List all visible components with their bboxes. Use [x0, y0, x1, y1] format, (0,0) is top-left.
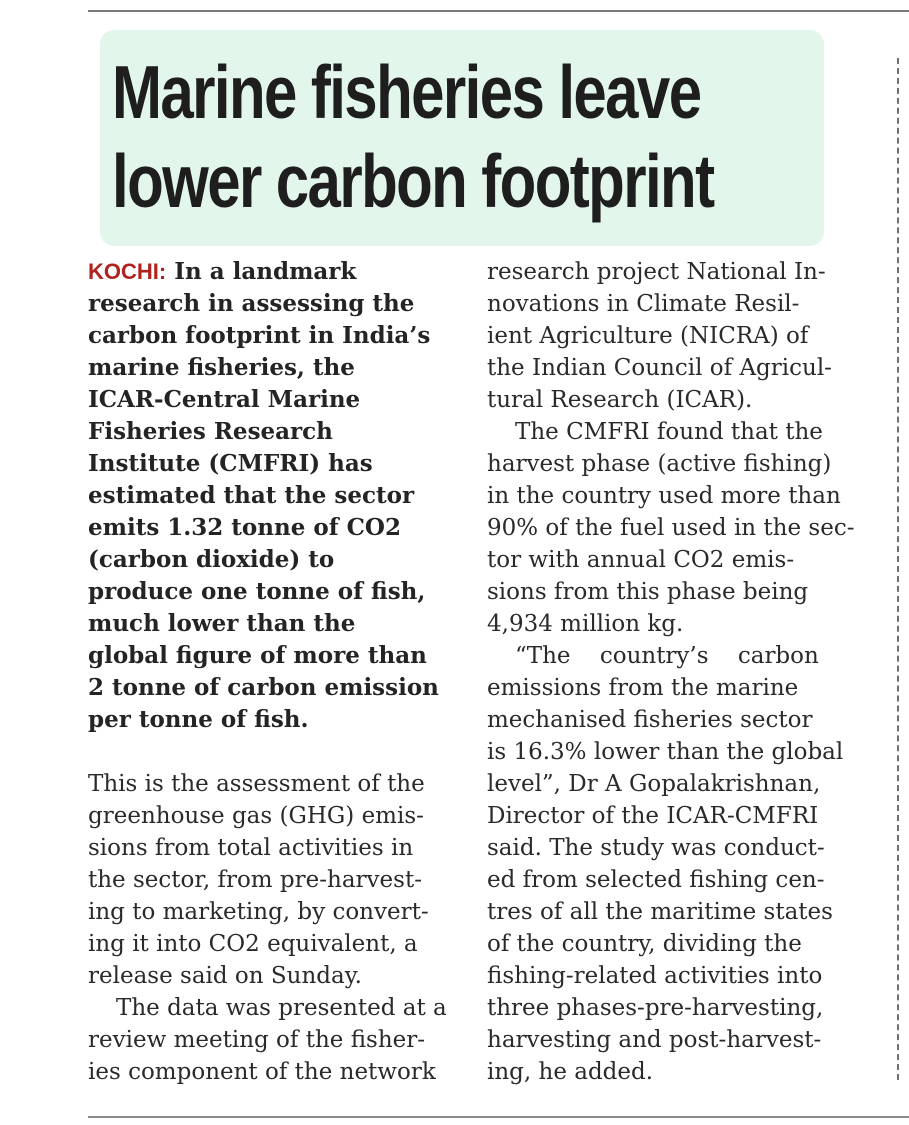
body-line: The data was presented at a	[116, 995, 447, 1021]
body-line: tres of all the maritime states	[487, 899, 833, 925]
body-line: level”, Dr A Gopalakrishnan,	[487, 771, 821, 797]
body-line: tural Research (ICAR).	[487, 387, 753, 413]
body-line: review meeting of the fisher-	[88, 1027, 426, 1053]
lead-line: produce one tonne of fish,	[88, 578, 426, 605]
body-line: the Indian Council of Agricul-	[487, 355, 832, 381]
body-line: 90% of the fuel used in the sec-	[487, 515, 855, 541]
dateline: KOCHI:	[88, 259, 167, 284]
body-line: research project National In-	[487, 259, 826, 285]
left-column	[88, 256, 448, 1088]
body-line: three phases-pre-harvesting,	[487, 995, 824, 1021]
body-line: fishing-related activities into	[487, 963, 823, 989]
headline-line-2: lower carbon footprint	[112, 139, 714, 223]
lead-line: KOCHI: In a landmark	[88, 258, 357, 285]
body-line: “The country’s carbon	[515, 643, 819, 669]
body-line: sions from total activities in	[88, 835, 414, 861]
body-line: ing it into CO2 equivalent, a	[88, 931, 418, 957]
body-line: tor with annual CO2 emis-	[487, 547, 795, 573]
body-line: emissions from the marine	[487, 675, 799, 701]
body-line: mechanised fisheries sector	[487, 707, 813, 733]
body-line: harvesting and post-harvest-	[487, 1027, 822, 1053]
lead-paragraph	[88, 256, 448, 736]
body-line: The CMFRI found that the	[515, 419, 823, 445]
lead-line: emits 1.32 tonne of CO2	[88, 514, 401, 541]
body-line: ies component of the network	[88, 1059, 436, 1085]
bottom-rule	[88, 1116, 909, 1118]
body-paragraph-3	[487, 256, 847, 416]
body-paragraph-5	[487, 640, 847, 1088]
lead-line: Institute (CMFRI) has	[88, 450, 373, 477]
body-line: This is the assessment of the	[88, 771, 425, 797]
right-column	[487, 256, 855, 1088]
body-line: Director of the ICAR-CMFRI	[487, 803, 819, 829]
body-line: ing to marketing, by convert-	[88, 899, 429, 925]
lead-line: (carbon dioxide) to	[88, 546, 335, 573]
lead-line: ICAR-Central Marine	[88, 386, 361, 413]
lead-line: marine fisheries, the	[88, 354, 355, 381]
lead-line: research in assessing the	[88, 290, 415, 317]
body-line: ient Agriculture (NICRA) of	[487, 323, 809, 349]
body-line: ing, he added.	[487, 1059, 654, 1085]
lead-line: global figure of more than	[88, 642, 427, 669]
headline	[112, 48, 714, 226]
lead-line: estimated that the sector	[88, 482, 415, 509]
lead-line: 2 tonne of carbon emission	[88, 674, 439, 701]
body-line: the sector, from pre-harvest-	[88, 867, 422, 893]
lead-line: much lower than the	[88, 610, 356, 637]
paragraph-gap	[88, 736, 448, 768]
body-line: release said on Sunday.	[88, 963, 362, 989]
lead-line: carbon footprint in India’s	[88, 322, 431, 349]
body-line: of the country, dividing the	[487, 931, 802, 957]
body-line: ed from selected fishing cen-	[487, 867, 825, 893]
body-line: said. The study was conduct-	[487, 835, 825, 861]
lead-line: Fisheries Research	[88, 418, 333, 445]
body-line: novations in Climate Resil-	[487, 291, 800, 317]
body-paragraph-2	[88, 992, 448, 1088]
body-line: in the country used more than	[487, 483, 841, 509]
lead-line: per tonne of fish.	[88, 706, 309, 733]
body-paragraph-4	[487, 416, 855, 640]
body-line: is 16.3% lower than the global	[487, 739, 844, 765]
body-paragraph-1	[88, 768, 448, 992]
body-line: harvest phase (active fishing)	[487, 451, 832, 477]
body-line: 4,934 million kg.	[487, 611, 684, 637]
body-line: greenhouse gas (GHG) emis-	[88, 803, 424, 829]
column-cut-line	[897, 58, 899, 1080]
top-rule	[88, 10, 909, 12]
body-line: sions from this phase being	[487, 579, 809, 605]
headline-line-1: Marine fisheries leave	[112, 50, 701, 134]
